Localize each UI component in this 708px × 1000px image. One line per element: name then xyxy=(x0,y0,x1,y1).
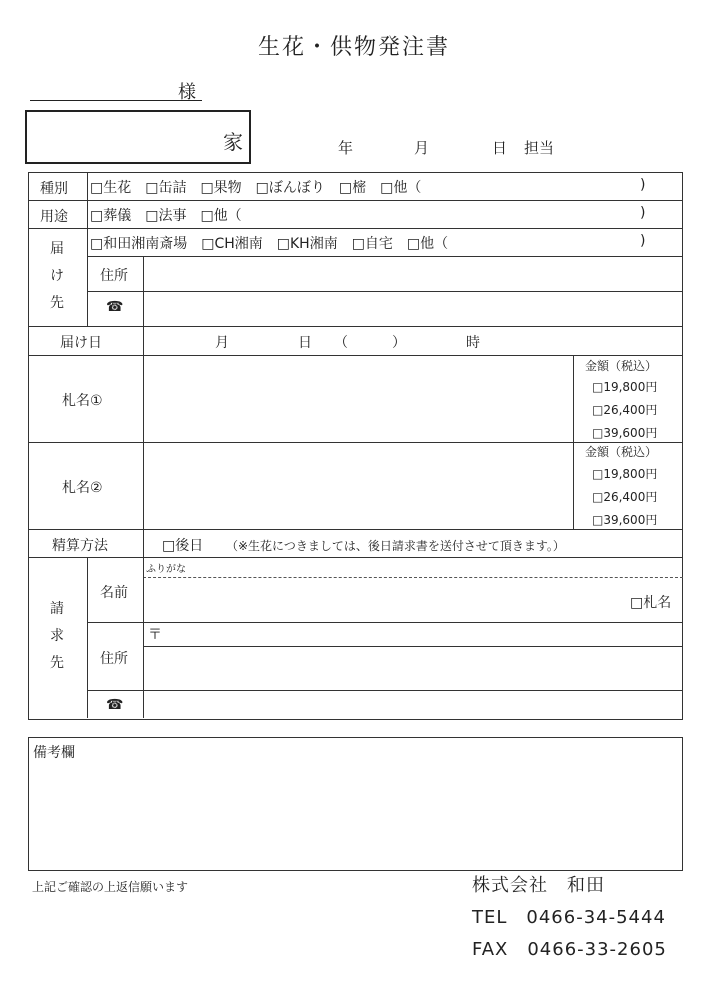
billing-address-label: 住所 xyxy=(100,651,128,667)
billing-address-field[interactable] xyxy=(144,623,682,689)
staff-label: 担当 xyxy=(524,139,555,157)
page-title: 生花・供物発注書 xyxy=(257,35,450,60)
billing-phone-field[interactable] xyxy=(144,691,682,717)
tag1-label: 札名① xyxy=(62,393,103,409)
delivery-date-label: 届け日 xyxy=(60,335,102,351)
tag2-field[interactable] xyxy=(144,443,572,528)
tag2-price-title: 金額（税込） xyxy=(585,445,658,459)
tag2-label: 札名② xyxy=(62,480,103,496)
delivery-address-label: 住所 xyxy=(100,268,128,284)
delivery-hour-label: 時 xyxy=(466,335,480,351)
tag1-price-3[interactable]: □39,600円 xyxy=(592,426,658,440)
tag2-price-2[interactable]: □26,400円 xyxy=(592,490,658,504)
order-year-label: 年 xyxy=(338,139,354,157)
remarks-label: 備考欄 xyxy=(33,745,75,761)
payment-note: （※生花につきましては、後日請求書を送付させて頂きます。） xyxy=(226,539,565,553)
phone-icon: ☎ xyxy=(106,299,124,315)
family-suffix: 家 xyxy=(223,130,243,154)
payment-label: 精算方法 xyxy=(52,538,108,554)
tag1-price-1[interactable]: □19,800円 xyxy=(592,380,658,394)
order-day-label: 日 xyxy=(492,139,508,157)
type-label: 種別 xyxy=(40,181,68,197)
delivery-address-field[interactable] xyxy=(144,257,682,290)
tag2-price-1[interactable]: □19,800円 xyxy=(592,467,658,481)
type-close-paren: ) xyxy=(640,177,646,193)
tag2-price-3[interactable]: □39,600円 xyxy=(592,513,658,527)
purpose-close-paren: ) xyxy=(640,205,646,221)
company-name: 株式会社 和田 xyxy=(472,875,605,896)
purpose-options[interactable]: □葬儀 □法事 □他（ xyxy=(90,208,242,224)
recipient-name-field[interactable] xyxy=(30,80,202,101)
order-month-label: 月 xyxy=(414,139,430,157)
delivery-month-label: 月 xyxy=(215,335,229,351)
delivery-phone-field[interactable] xyxy=(144,292,682,325)
tag1-price-2[interactable]: □26,400円 xyxy=(592,403,658,417)
postal-mark: 〒 xyxy=(148,627,162,643)
billing-name-label: 名前 xyxy=(100,585,128,601)
company-fax: FAX 0466-33-2605 xyxy=(472,939,667,960)
tag-name-checkbox[interactable]: □札名 xyxy=(630,595,672,611)
tag1-price-title: 金額（税込） xyxy=(585,359,658,373)
family-name-field[interactable] xyxy=(25,110,251,164)
company-tel: TEL 0466-34-5444 xyxy=(472,907,666,928)
delivery-options[interactable]: □和田湘南斎場 □CH湘南 □KH湘南 □自宅 □他（ xyxy=(90,236,449,252)
billing-name-field[interactable] xyxy=(144,578,682,621)
tag1-field[interactable] xyxy=(144,356,572,441)
purpose-label: 用途 xyxy=(40,209,68,225)
payment-later-option[interactable]: □後日 xyxy=(162,538,204,554)
recipient-suffix: 様 xyxy=(178,82,196,103)
delivery-close-paren: ) xyxy=(640,233,646,249)
type-options[interactable]: □生花 □缶詰 □果物 □ぼんぼり □樒 □他（ xyxy=(90,180,422,196)
delivery-label: 届 け 先 xyxy=(50,241,64,311)
billing-furigana-label: ふりがな xyxy=(146,564,186,575)
delivery-open-paren: （ xyxy=(334,335,348,351)
billing-label: 請 求 先 xyxy=(50,601,64,671)
billing-phone-icon: ☎ xyxy=(106,697,124,713)
remarks-box[interactable] xyxy=(28,737,683,871)
delivery-close-paren-date: ） xyxy=(392,335,406,351)
reply-note: 上記ご確認の上返信願います xyxy=(32,880,189,894)
delivery-day-label: 日 xyxy=(298,335,312,351)
